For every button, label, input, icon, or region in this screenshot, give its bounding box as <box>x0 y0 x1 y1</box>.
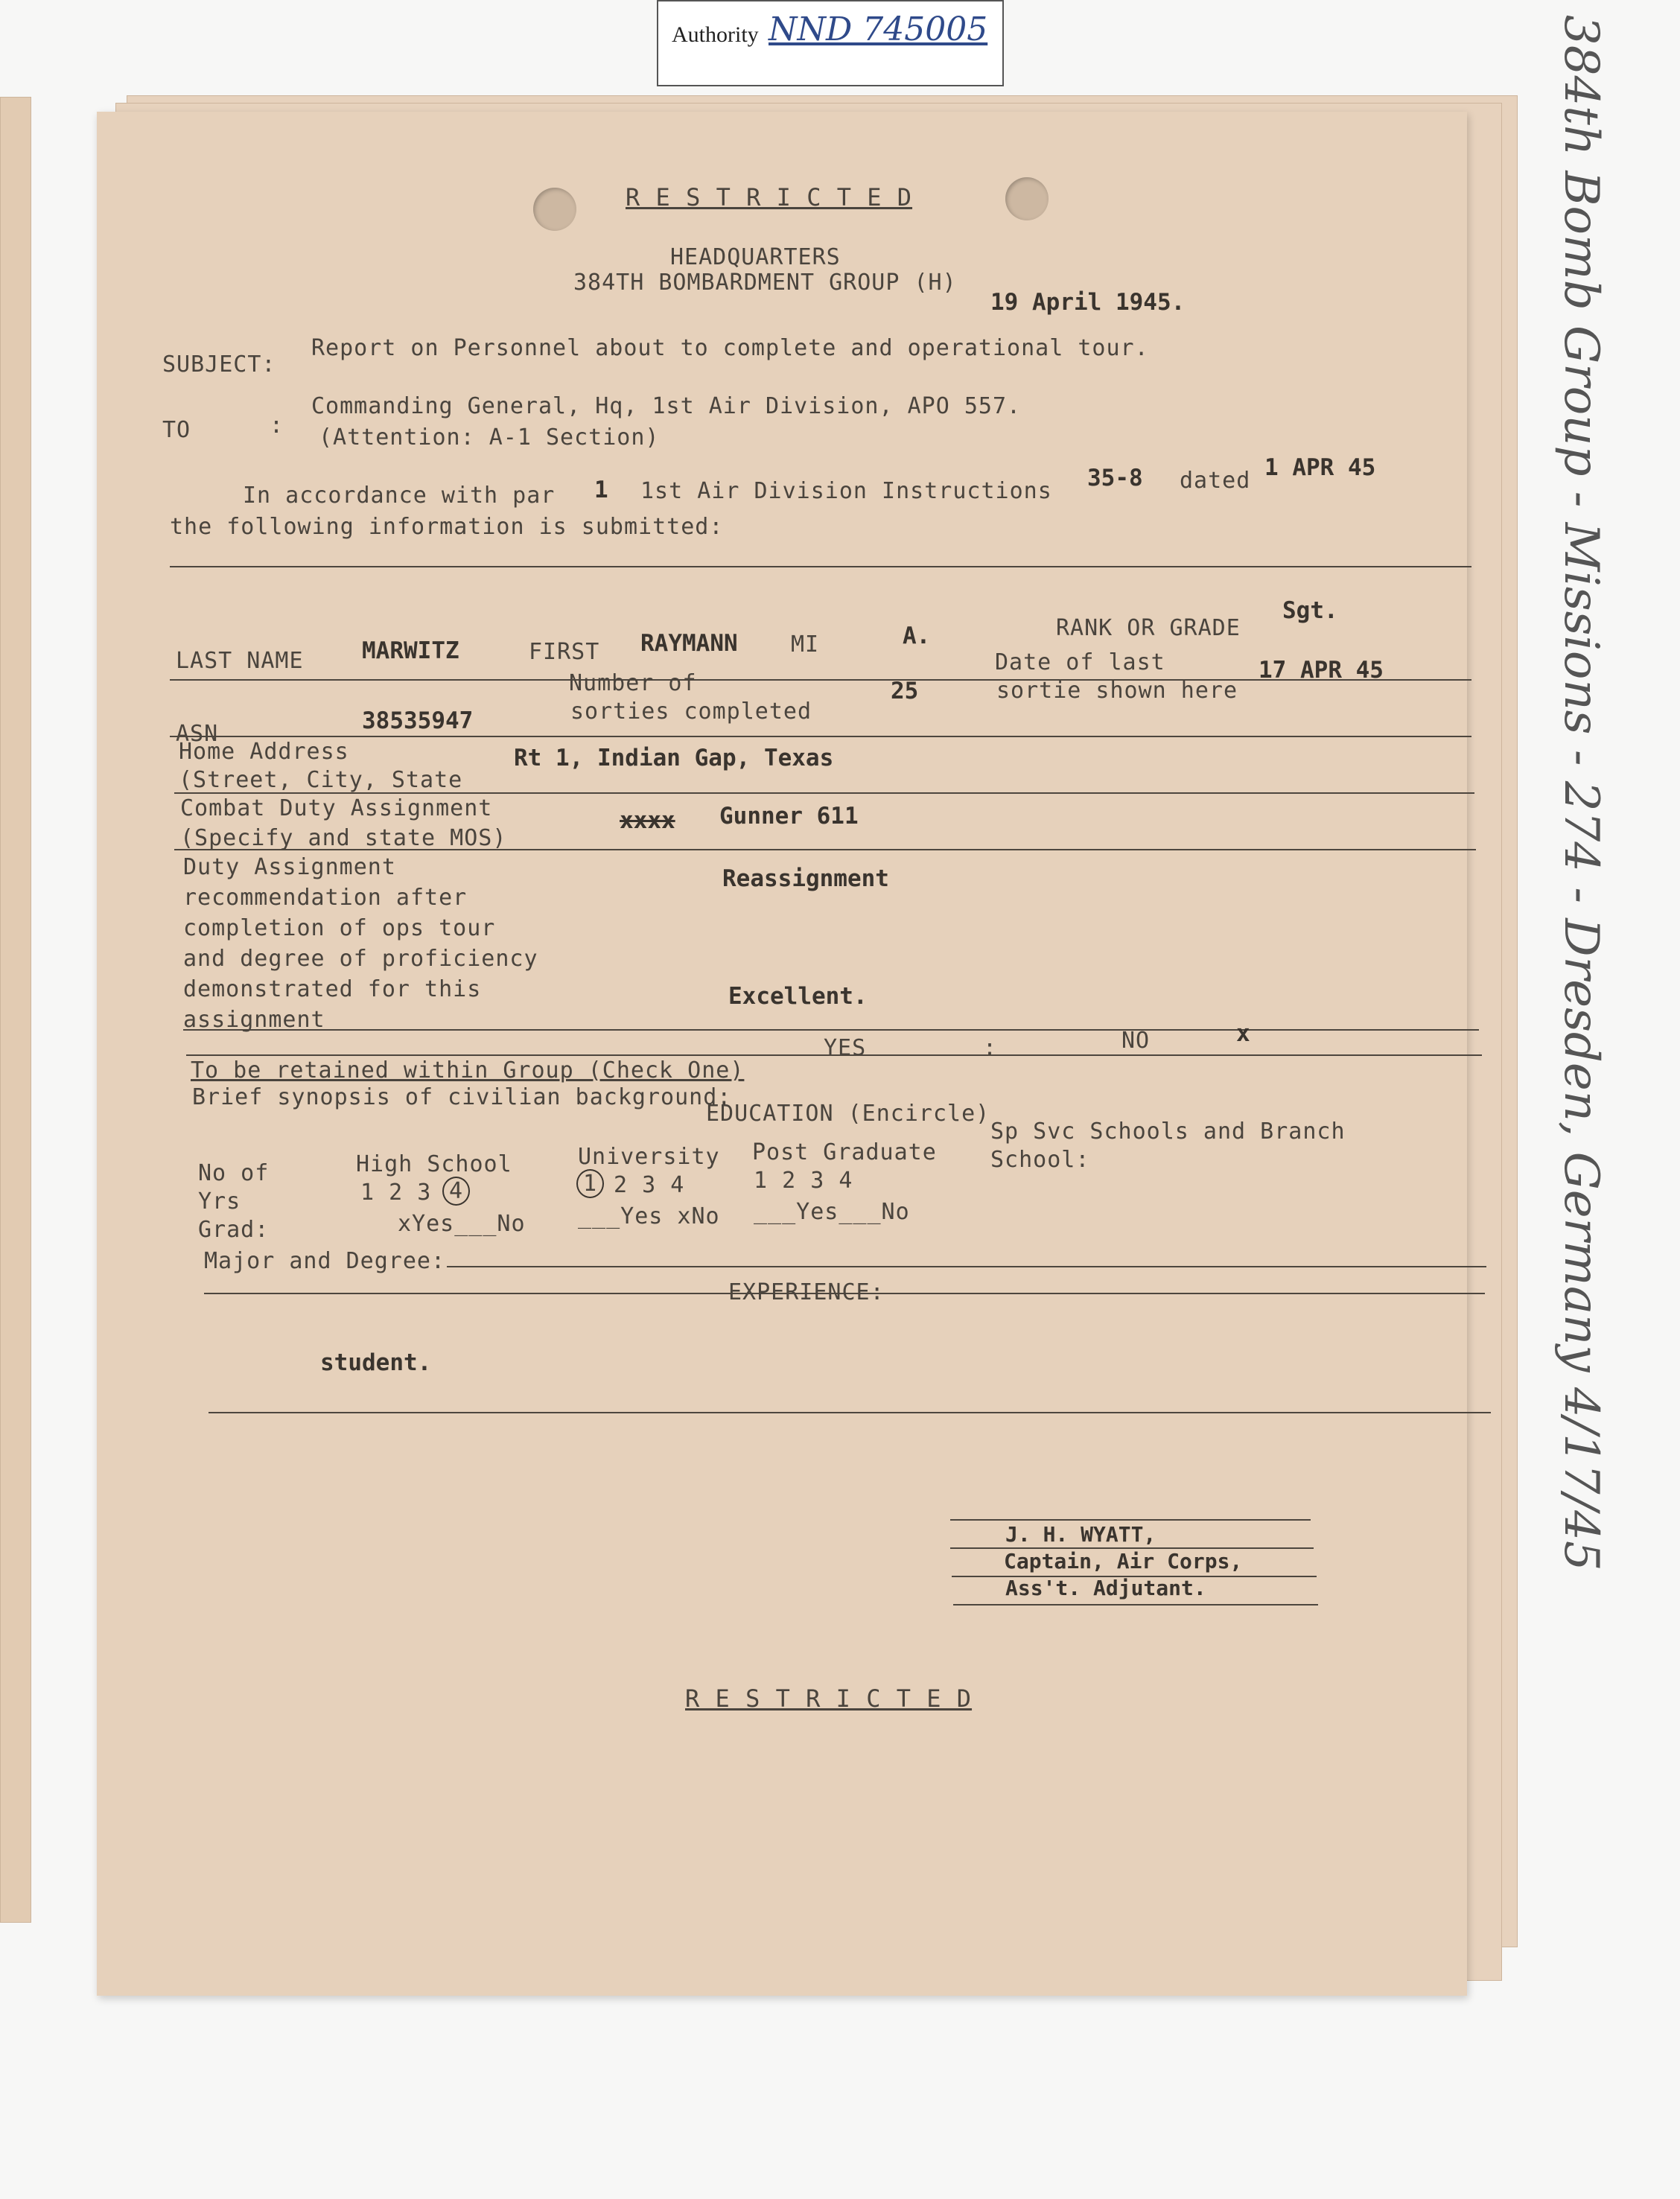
rule-major <box>447 1266 1486 1267</box>
signature-rank: Captain, Air Corps, <box>1004 1549 1243 1573</box>
rule-home <box>174 792 1474 794</box>
authority-label: Authority <box>672 22 759 47</box>
home-address-value: Rt 1, Indian Gap, Texas <box>514 745 834 771</box>
first-name-label: FIRST <box>529 639 600 665</box>
duty-label-line: demonstrated for this <box>183 976 482 1002</box>
post-graduate-grad: ___Yes___No <box>754 1199 910 1225</box>
intro-instructions-value: 35-8 <box>1087 465 1143 491</box>
signature-name: J. H. WYATT, <box>1005 1522 1156 1547</box>
university-circled-year: 1 <box>576 1169 604 1198</box>
rank-value: Sgt. <box>1282 597 1338 624</box>
education-label: EDUCATION (Encircle) <box>706 1101 990 1127</box>
subject-label: SUBJECT: <box>162 351 276 378</box>
sp-svc-label-2: School: <box>990 1147 1090 1173</box>
major-degree-label: Major and Degree: <box>204 1248 446 1274</box>
duty-label-line: Duty Assignment <box>183 854 396 880</box>
last-sortie-value: 17 APR 45 <box>1259 657 1384 684</box>
to-colon: : <box>270 413 284 439</box>
intro-text-part2: 1st Air Division Instructions <box>640 478 1052 504</box>
high-school-years: 1 2 3 <box>360 1180 432 1206</box>
sorties-value: 25 <box>891 678 919 704</box>
duty-label-line: completion of ops tour <box>183 915 496 941</box>
university-years: 2 3 4 <box>614 1172 685 1198</box>
rule-duty <box>183 1029 1479 1031</box>
home-address-label-2: (Street, City, State <box>179 767 463 793</box>
rule-retained <box>186 1054 1482 1056</box>
experience-value: student. <box>320 1349 432 1376</box>
home-address-label-1: Home Address <box>179 739 349 765</box>
yrs-label: Yrs <box>198 1188 241 1215</box>
rule-combat <box>174 849 1476 850</box>
university-grad: ___Yes xNo <box>578 1203 720 1229</box>
rule-experience-bottom <box>209 1412 1491 1413</box>
sorties-label-2: sorties completed <box>570 698 812 725</box>
subject-text: Report on Personnel about to complete and operational tour. <box>311 335 1149 361</box>
retained-separator: : <box>983 1035 998 1061</box>
high-school-grad: xYes___No <box>398 1211 526 1237</box>
university-label: University <box>578 1144 720 1170</box>
post-graduate-label: Post Graduate <box>752 1139 937 1165</box>
intro-text-part1: In accordance with par <box>243 483 556 509</box>
experience-label: EXPERIENCE: <box>728 1279 885 1305</box>
duty-label-line: assignment <box>183 1007 325 1033</box>
high-school-label: High School <box>356 1151 512 1177</box>
classification-bottom: R E S T R I C T E D <box>685 1684 973 1713</box>
to-line1: Commanding General, Hq, 1st Air Division, APO 557. <box>311 393 1022 419</box>
rule-signature-1 <box>950 1519 1311 1521</box>
mi-label: MI <box>791 631 820 658</box>
margin-handwritten-note: 384th Bomb Group - Missions - 274 - Dresden, Germany 4/17/45 <box>1553 15 1609 1571</box>
classification-top: R E S T R I C T E D <box>626 183 913 211</box>
to-line2: (Attention: A-1 Section) <box>319 424 660 451</box>
retained-label: To be retained within Group (Check One) <box>191 1057 745 1083</box>
duty-label-line: recommendation after <box>183 885 468 911</box>
post-graduate-years: 1 2 3 4 <box>754 1168 853 1194</box>
header-line1: HEADQUARTERS <box>670 244 841 270</box>
intro-line2: the following information is submitted: <box>170 514 724 540</box>
punch-hole-left <box>533 188 576 231</box>
authority-value: NND 745005 <box>769 10 988 48</box>
high-school-circled-year: 4 <box>442 1177 470 1206</box>
grad-label: Grad: <box>198 1217 270 1243</box>
combat-duty-value: Gunner 611 <box>719 803 859 830</box>
punch-hole-right <box>1005 177 1049 220</box>
form-sheet <box>97 112 1467 1996</box>
rank-label: RANK OR GRADE <box>1056 615 1241 641</box>
sp-svc-label-1: Sp Svc Schools and Branch <box>990 1118 1346 1145</box>
last-sortie-label-1: Date of last <box>995 649 1165 675</box>
adjacent-paper-stack <box>0 97 31 1923</box>
combat-duty-label-1: Combat Duty Assignment <box>180 795 493 821</box>
rule-top <box>170 566 1471 567</box>
mi-value: A. <box>903 623 931 649</box>
last-sortie-label-2: sortie shown here <box>996 678 1238 704</box>
sorties-label-1: Number of <box>569 670 697 696</box>
last-name-value: MARWITZ <box>362 637 459 664</box>
intro-par-value: 1 <box>594 477 608 503</box>
first-name-value: RAYMANN <box>640 630 738 657</box>
combat-duty-struck: xxxx <box>620 807 675 834</box>
asn-value: 38535947 <box>362 707 474 734</box>
header-line2: 384TH BOMBARDMENT GROUP (H) <box>573 270 957 296</box>
retained-yes-label: YES <box>824 1035 867 1061</box>
intro-dated-value: 1 APR 45 <box>1264 454 1376 481</box>
duty-assignment-label <box>183 852 538 1035</box>
duty-label-line: and degree of proficiency <box>183 946 538 972</box>
rule-asn <box>170 736 1471 737</box>
rule-signature-4 <box>953 1604 1318 1606</box>
retained-no-mark: x <box>1236 1020 1250 1047</box>
combat-duty-label-2: (Specify and state MOS) <box>180 825 507 851</box>
document-date: 19 April 1945. <box>990 289 1186 316</box>
retained-no-label: NO <box>1121 1028 1151 1054</box>
signature-title: Ass't. Adjutant. <box>1005 1576 1206 1600</box>
authority-box <box>657 0 1004 86</box>
to-label: TO <box>162 417 191 443</box>
asn-label: ASN <box>176 721 219 747</box>
proficiency-value: Excellent. <box>728 983 868 1010</box>
last-name-label: LAST NAME <box>176 648 304 674</box>
synopsis-label: Brief synopsis of civilian background: <box>192 1084 732 1110</box>
no-of-label: No of <box>198 1160 270 1186</box>
duty-recommendation-value: Reassignment <box>722 865 889 892</box>
intro-dated-label: dated <box>1180 468 1251 494</box>
